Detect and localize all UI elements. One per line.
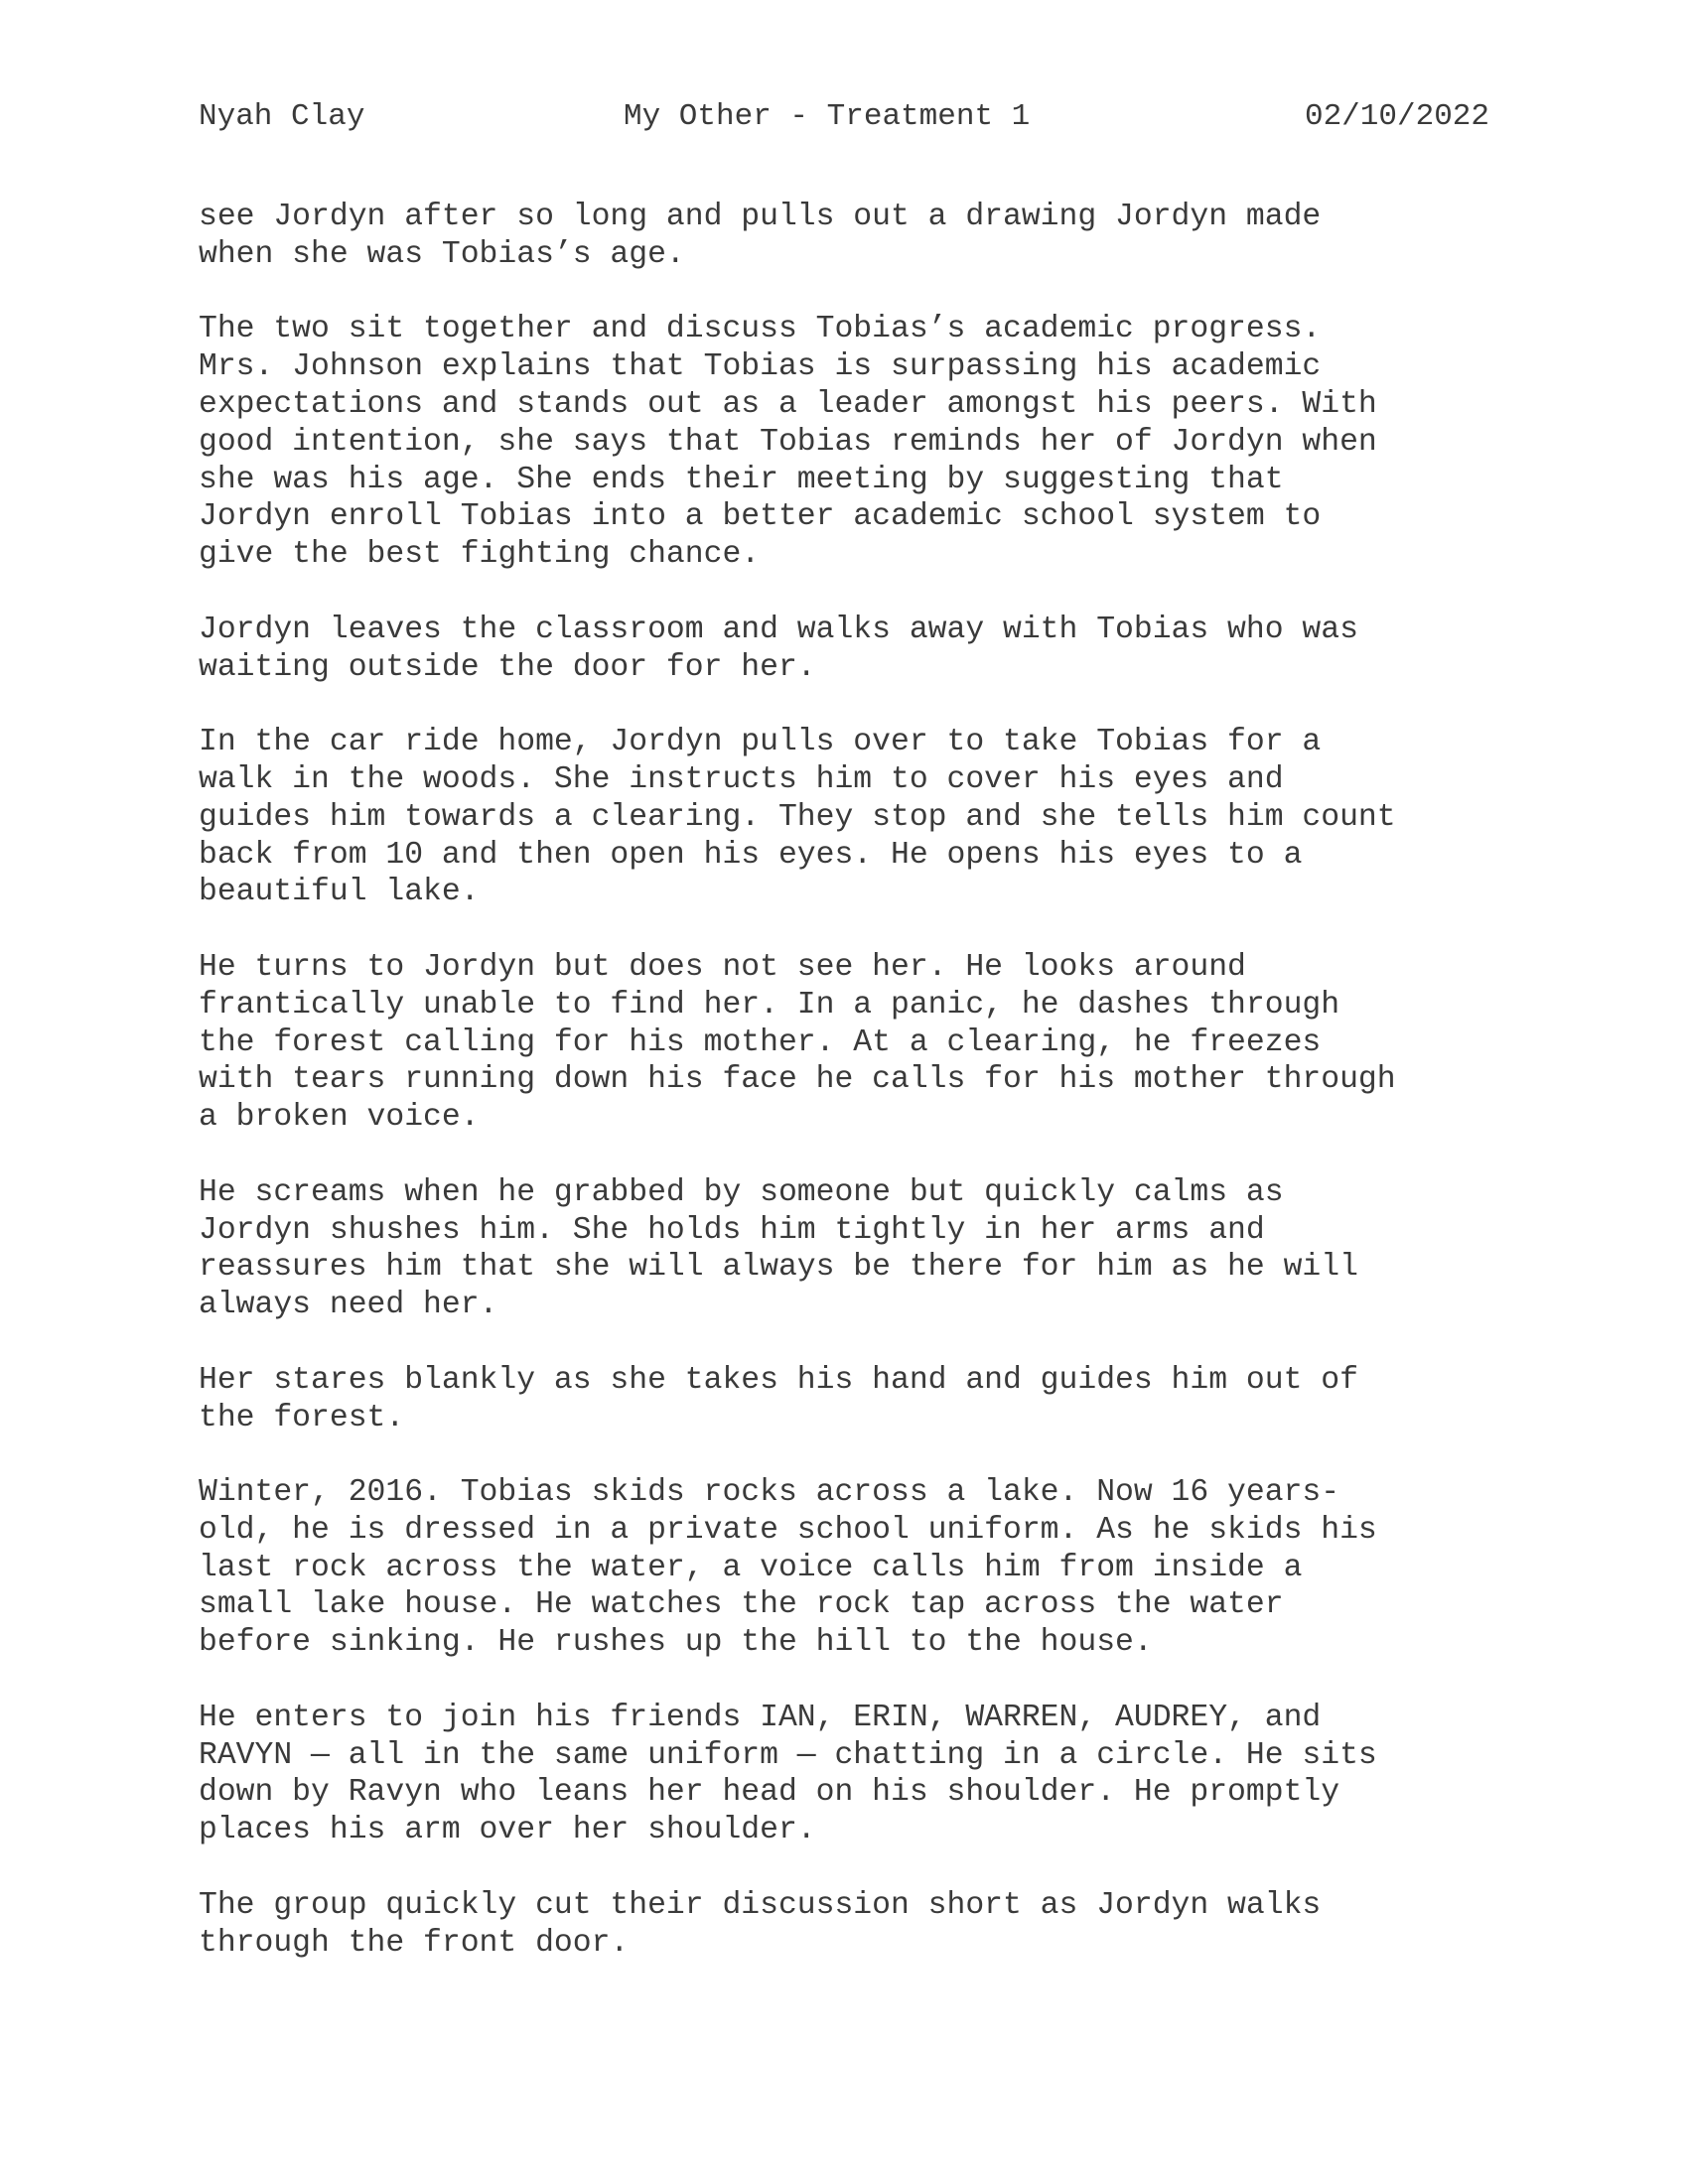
- page-header: [199, 97, 1489, 137]
- paragraph: Her stares blankly as she takes his hand and guides him out of the forest.: [199, 1362, 1358, 1435]
- paragraph: He screams when he grabbed by someone but quickly calms as Jordyn shushes him. She holds him tightly in her arms and reassures him that she will always be there for him as he will always need her.: [199, 1174, 1358, 1323]
- paragraph: see Jordyn after so long and pulls out a drawing Jordyn made when she was Tobias’s age.: [199, 200, 1322, 272]
- paragraph: Jordyn leaves the classroom and walks away with Tobias who was waiting outside the door for her.: [199, 612, 1358, 685]
- header-date: 02/10/2022: [1304, 99, 1489, 134]
- paragraph: He enters to join his friends IAN, ERIN, WARREN, AUDREY, and RAVYN — all in the same uniform — chatting in a circle. He sits down by Ravyn who leans her head on his shoulder. He promptly places his arm over her shoulder.: [199, 1700, 1377, 1848]
- header-author: Nyah Clay: [199, 99, 365, 134]
- paragraph: He turns to Jordyn but does not see her. He looks around frantically unable to find her. In a panic, he dashes through the forest calling for his mother. At a clearing, he freezes with tears running down his face he calls for his mother through a broken voice.: [199, 949, 1396, 1136]
- header-title: My Other - Treatment 1: [624, 99, 1031, 134]
- paragraph: The group quickly cut their discussion short as Jordyn walks through the front door.: [199, 1887, 1322, 1961]
- paragraph: Winter, 2016. Tobias skids rocks across a lake. Now 16 years- old, he is dressed in a private school uniform. As he skids his last rock across the water, a voice calls him from inside a small lake house. He watches the rock tap across the water before sinking. He rushes up the hill to the house.: [199, 1475, 1377, 1661]
- paragraph: In the car ride home, Jordyn pulls over to take Tobias for a walk in the woods. She instructs him to cover his eyes and guides him towards a clearing. They stop and she tells him count back from 10 and then open his eyes. He opens his eyes to a beautiful lake.: [199, 725, 1396, 910]
- paragraph: The two sit together and discuss Tobias’s academic progress. Mrs. Johnson explains that Tobias is surpassing his academic expectations and stands out as a leader amongst his peers. With good intention, she says that Tobias reminds her of Jordyn when she was his age. She ends their meeting by suggesting that Jordyn enroll Tobias into a better academic school system to give the best fighting chance.: [199, 312, 1377, 573]
- document-body: [199, 199, 1489, 1999]
